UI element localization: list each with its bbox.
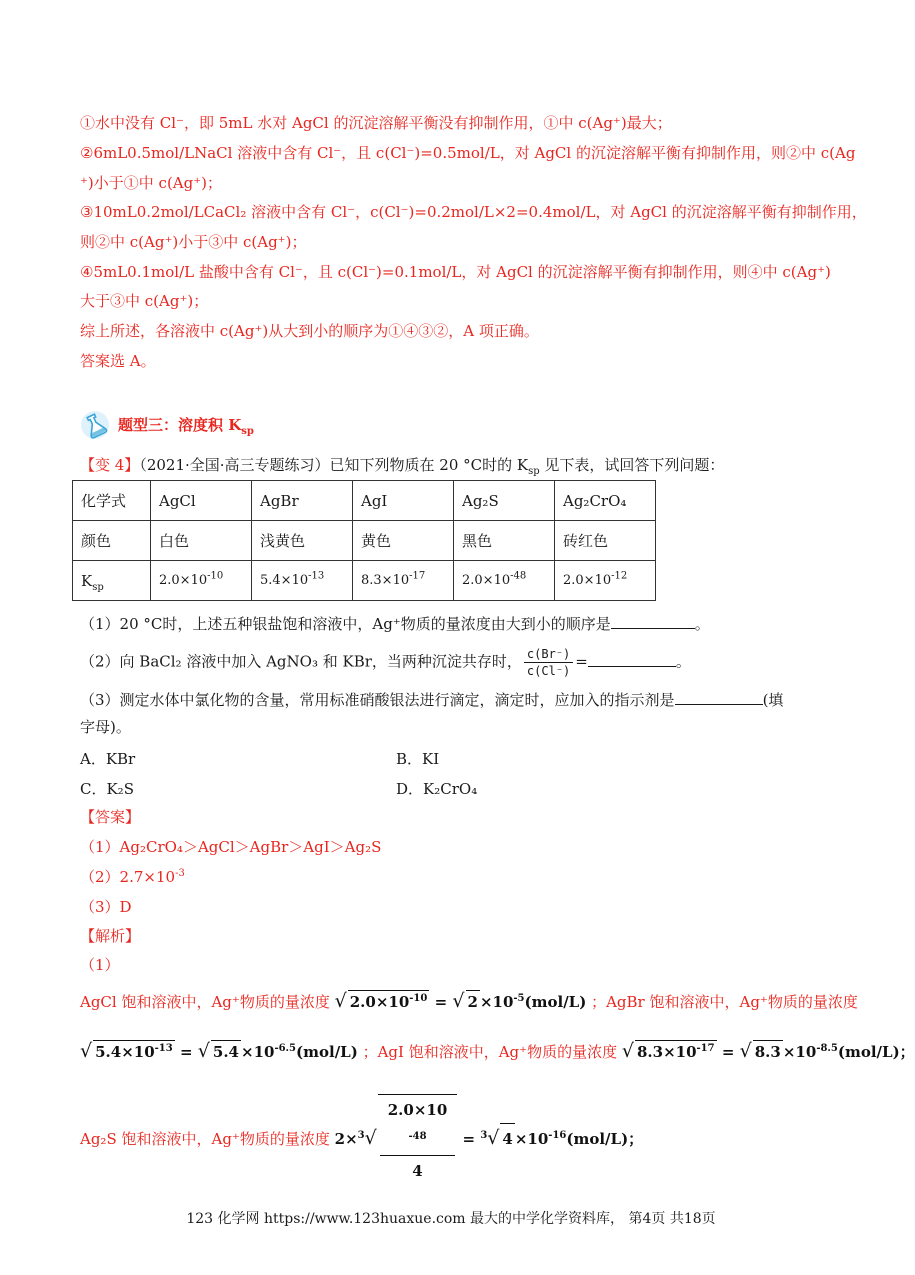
option-a: A．KBr — [80, 750, 136, 768]
table-cell: 白色 — [151, 521, 252, 561]
table-row-header: 化学式 — [73, 481, 151, 521]
analysis-ag2s-line: Ag₂S 饱和溶液中，Ag⁺物质的量浓度 2×$^3$√ 2.0×10 $^{-48}$ 4 = $^3$√ $4 \times 10^{-16}(mol/L)$； — [80, 1094, 643, 1186]
option-b: B．KI — [396, 750, 440, 768]
sub-question-1: （1）20 °C时，上述五种银盐饱和溶液中，Ag⁺物质的量浓度由大到小的顺序是 。 — [80, 612, 710, 635]
solution-line: ②6mL0.5mol/LNaCl 溶液中含有 Cl⁻，且 c(Cl⁻)=0.5mol/L，对 AgCl 的沉淀溶解平衡有抑制作用，则②中 c(Ag — [80, 144, 856, 162]
solution-line: ⁺)小于①中 c(Ag⁺)； — [80, 174, 222, 192]
question-intro: 【变 4】（2021·全国·高三专题练习）已知下列物质在 20 °C时的 $K_{sp}$ 见下表，试回答下列问题： — [80, 456, 725, 477]
table-cell: AgI — [353, 481, 454, 521]
table-row-header: $K_{sp}$ — [73, 561, 151, 601]
table-cell: $2.0\times 10^{-48}$ — [454, 561, 555, 601]
table-cell: 浅黄色 — [252, 521, 353, 561]
table-row — [73, 561, 656, 601]
solution-line: ①水中没有 Cl⁻，即 5mL 水对 AgCl 的沉淀溶解平衡没有抑制作用，①中 c(Ag⁺)最大； — [80, 114, 672, 132]
solution-line: ④5mL0.1mol/L 盐酸中含有 Cl⁻，且 c(Cl⁻)=0.1mol/L，对 AgCl 的沉淀溶解平衡有抑制作用，则④中 c(Ag⁺) — [80, 263, 831, 281]
ratio-fraction: $\frac{c(Br^-)}{c(Cl^-)}$ — [524, 646, 573, 679]
sub-question-3: （3）测定水体中氯化物的含量，常用标准硝酸银法进行滴定，滴定时，应加入的指示剂是 (填 — [80, 688, 783, 711]
section-title: 题型三：溶度积 $K_{sp}$ — [118, 416, 254, 437]
flask-icon — [80, 410, 110, 440]
table-cell: 砖红色 — [555, 521, 656, 561]
table-cell: 黑色 — [454, 521, 555, 561]
sub-question-3-cont: 字母)。 — [80, 718, 131, 736]
solution-line: 大于③中 c(Ag⁺)； — [80, 292, 209, 310]
table-cell: AgBr — [252, 481, 353, 521]
solution-line: 答案选 A。 — [80, 352, 156, 370]
answer-label: 【答案】 — [80, 808, 141, 826]
solution-line: 则②中 c(Ag⁺)小于③中 c(Ag⁺)； — [80, 233, 307, 251]
table-cell: AgCl — [151, 481, 252, 521]
answer-blank — [611, 612, 695, 629]
answer-blank — [588, 650, 676, 667]
analysis-label: 【解析】 — [80, 927, 141, 945]
table-row — [73, 481, 656, 521]
table-cell: $2.0\times 10^{-10}$ — [151, 561, 252, 601]
table-row — [73, 521, 656, 561]
table-cell: $5.4\times 10^{-13}$ — [252, 561, 353, 601]
option-c: C．K₂S — [80, 780, 134, 798]
table-cell: Ag₂S — [454, 481, 555, 521]
answer-3: （3）D — [80, 898, 132, 916]
solution-line: ③10mL0.2mol/LCaCl₂ 溶液中含有 Cl⁻，c(Cl⁻)=0.2mol/L×2=0.4mol/L，对 AgCl 的沉淀溶解平衡有抑制作用， — [80, 203, 867, 221]
answer-1: （1）Ag₂CrO₄＞AgCl＞AgBr＞AgI＞Ag₂S — [80, 838, 382, 856]
solution-line: 综上所述，各溶液中 c(Ag⁺)从大到小的顺序为①④③②，A 项正确。 — [80, 322, 539, 340]
table-cell: Ag₂CrO₄ — [555, 481, 656, 521]
option-d: D．K₂CrO₄ — [396, 780, 478, 798]
ksp-table — [72, 480, 656, 601]
page-footer: 123 化学网 https://www.123huaxue.com 最大的中学化学资料库， 第4页 共18页 — [186, 1211, 716, 1227]
table-cell: $8.3\times 10^{-17}$ — [353, 561, 454, 601]
analysis-part-1: （1） — [80, 956, 120, 974]
answer-blank — [675, 688, 763, 705]
sub-question-2: （2）向 BaCl₂ 溶液中加入 AgNO₃ 和 KBr，当两种沉淀共存时， $\frac{c(Br^-)}{c(Cl^-)}$ = 。 — [80, 647, 691, 678]
answer-2: $(2)2.7\times 10^{-3}$ — [80, 868, 185, 886]
table-row-header: 颜色 — [73, 521, 151, 561]
table-cell: $2.0\times 10^{-12}$ — [555, 561, 656, 601]
analysis-agcl-line: AgCl 饱和溶液中，Ag⁺物质的量浓度 √ $2.0\times 10^{-10}$ = √ $2 \times 10^{-5}(mol/L)$ ；AgBr 饱和溶液中，Ag⁺物质的量浓度 — [80, 990, 858, 1012]
table-cell: 黄色 — [353, 521, 454, 561]
analysis-agbr-agi-line: √ $5.4\times 10^{-13}$ = √ $5.4 \times 10^{-6.5}(mol/L)$ ；AgI 饱和溶液中，Ag⁺物质的量浓度 √ $8.3\times 10^{-17}$ = √ $8.3 \times 10^{-8.5}(mol/L)$； — [80, 1040, 915, 1062]
